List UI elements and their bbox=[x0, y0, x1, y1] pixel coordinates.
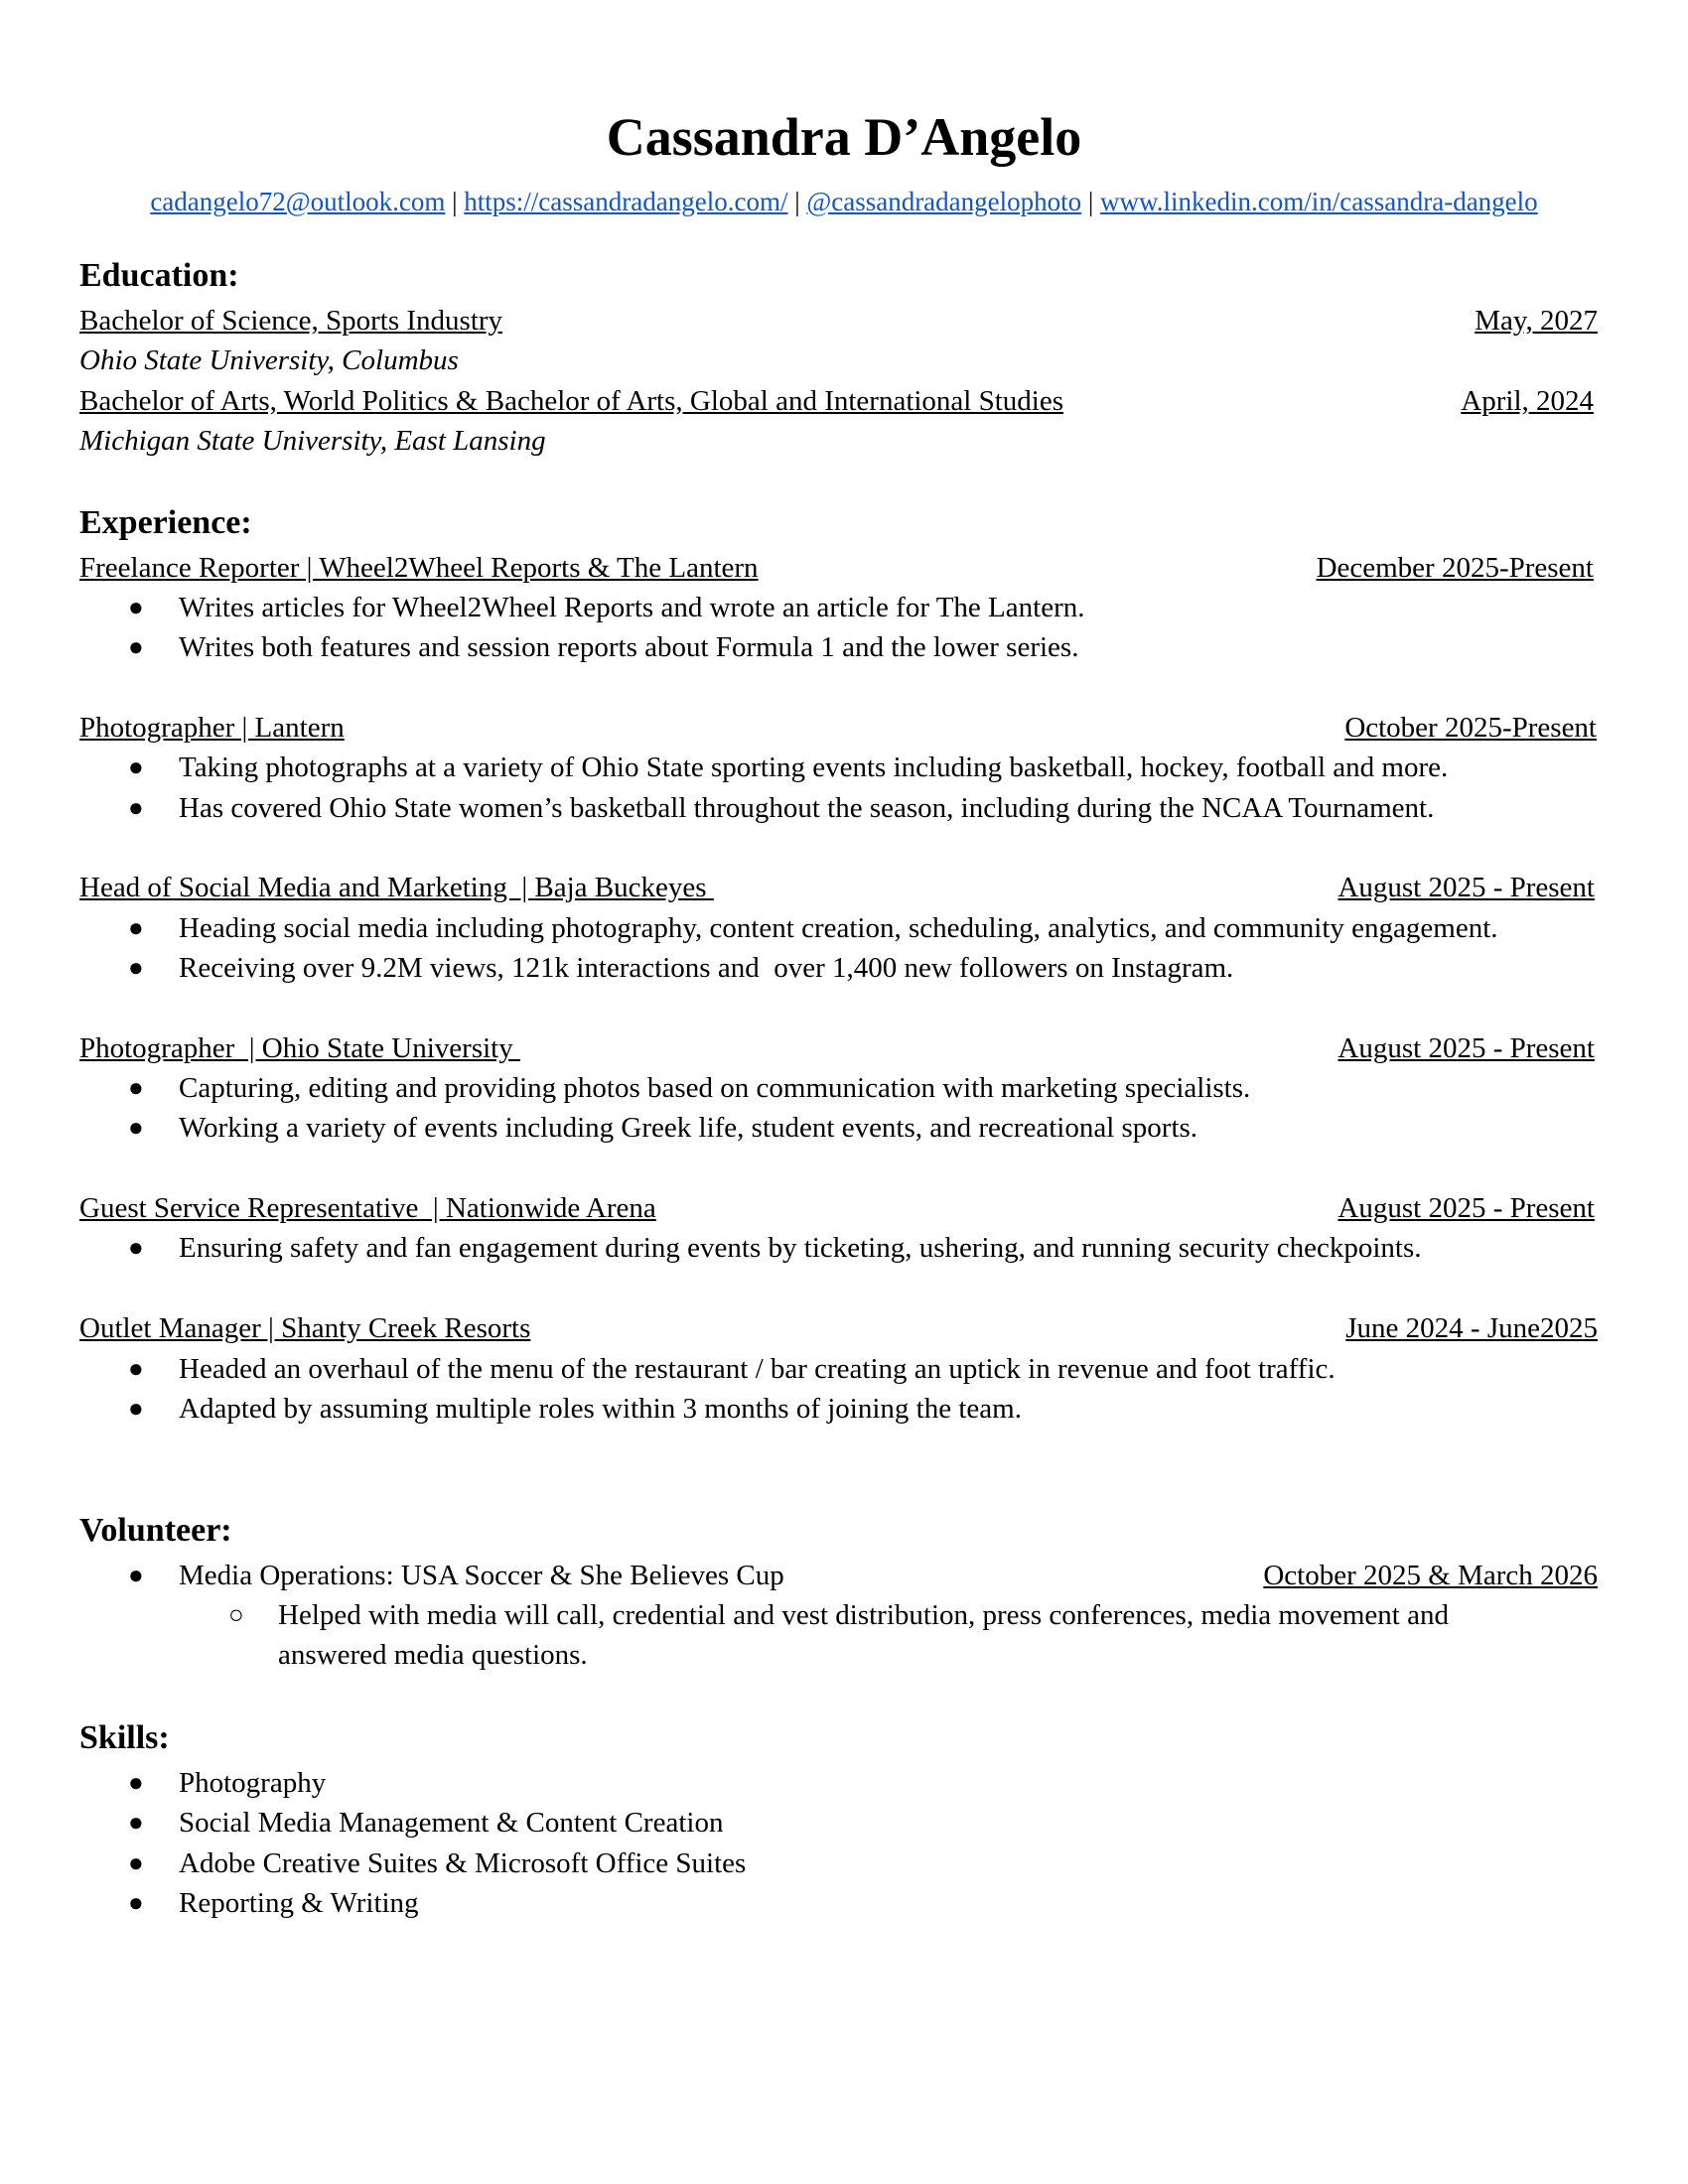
website-link[interactable]: https://cassandradangelo.com/ bbox=[464, 187, 788, 216]
email-link[interactable]: cadangelo72@outlook.com bbox=[150, 187, 446, 216]
separator: | bbox=[1087, 187, 1094, 216]
volunteer-item: Media Operations: USA Soccer & She Believes Cup bbox=[179, 1560, 784, 1591]
bullet-icon: ● bbox=[128, 1073, 144, 1102]
job-bullet: Writes both features and session reports about Formula 1 and the lower series. bbox=[179, 631, 1079, 663]
job-title: Head of Social Media and Marketing | Baja Buckeyes bbox=[79, 872, 714, 903]
bullet-icon: ● bbox=[128, 1768, 144, 1797]
job-bullet: Has covered Ohio State women’s basketball throughout the season, including during the NCAA Tournament. bbox=[179, 792, 1435, 824]
job-title: Photographer | Lantern bbox=[79, 712, 345, 744]
job-title: Guest Service Representative | Nationwide Arena bbox=[79, 1192, 656, 1224]
bullet-icon: ● bbox=[128, 1888, 144, 1917]
bullet-icon: ● bbox=[128, 1233, 144, 1262]
skill-item: Reporting & Writing bbox=[179, 1887, 419, 1919]
education-school: Michigan State University, East Lansing bbox=[79, 425, 546, 457]
bullet-icon: ● bbox=[128, 1354, 144, 1383]
volunteer-date: October 2025 & March 2026 bbox=[1263, 1560, 1598, 1591]
skills-heading: Skills: bbox=[79, 1719, 170, 1756]
volunteer-heading: Volunteer: bbox=[79, 1512, 232, 1549]
job-title: Freelance Reporter | Wheel2Wheel Reports & The Lantern bbox=[79, 552, 759, 584]
separator: | bbox=[452, 187, 458, 216]
bullet-icon: ● bbox=[128, 593, 144, 621]
education-date: May, 2027 bbox=[1475, 305, 1598, 337]
job-title: Outlet Manager | Shanty Creek Resorts bbox=[79, 1312, 531, 1344]
experience-heading: Experience: bbox=[79, 504, 252, 541]
job-date: August 2025 - Present bbox=[1337, 1032, 1595, 1064]
bullet-icon: ● bbox=[128, 1808, 144, 1837]
education-heading: Education: bbox=[79, 257, 239, 294]
job-bullet: Writes articles for Wheel2Wheel Reports and wrote an article for The Lantern. bbox=[179, 592, 1085, 623]
education-date: April, 2024 bbox=[1461, 385, 1594, 417]
job-date: August 2025 - Present bbox=[1337, 872, 1595, 903]
job-date: December 2025-Present bbox=[1316, 552, 1594, 584]
skill-item: Adobe Creative Suites & Microsoft Office Suites bbox=[179, 1847, 747, 1879]
bullet-icon: ● bbox=[128, 913, 144, 942]
job-bullet: Working a variety of events including Greek life, student events, and recreational sports. bbox=[179, 1112, 1198, 1144]
bullet-icon: ● bbox=[128, 752, 144, 781]
contact-line bbox=[0, 185, 1688, 218]
volunteer-detail: Helped with media will call, credential and vest distribution, press conferences, media movement and bbox=[278, 1599, 1449, 1631]
separator: | bbox=[794, 187, 800, 216]
job-bullet: Ensuring safety and fan engagement during events by ticketing, ushering, and running security checkpoints. bbox=[179, 1232, 1422, 1264]
bullet-icon: ● bbox=[128, 1848, 144, 1877]
job-bullet: Capturing, editing and providing photos based on communication with marketing specialists. bbox=[179, 1072, 1251, 1104]
job-date: June 2024 - June2025 bbox=[1345, 1312, 1598, 1344]
bullet-icon: ● bbox=[128, 1394, 144, 1423]
linkedin-link[interactable]: www.linkedin.com/in/cassandra-dangelo bbox=[1100, 187, 1538, 216]
bullet-icon: ● bbox=[128, 1561, 144, 1589]
bullet-icon: ● bbox=[128, 1113, 144, 1142]
job-title: Photographer | Ohio State University bbox=[79, 1032, 520, 1064]
education-degree: Bachelor of Arts, World Politics & Bachelor of Arts, Global and International Studies bbox=[79, 385, 1064, 417]
sub-bullet-icon: ○ bbox=[228, 1600, 244, 1629]
bullet-icon: ● bbox=[128, 632, 144, 661]
education-degree: Bachelor of Science, Sports Industry bbox=[79, 305, 503, 337]
job-bullet: Headed an overhaul of the menu of the restaurant / bar creating an uptick in revenue and foot traffic. bbox=[179, 1353, 1336, 1385]
education-school: Ohio State University, Columbus bbox=[79, 344, 459, 376]
job-bullet: Adapted by assuming multiple roles within 3 months of joining the team. bbox=[179, 1393, 1022, 1425]
job-bullet: Taking photographs at a variety of Ohio State sporting events including basketball, hockey, football and more. bbox=[179, 751, 1449, 783]
volunteer-detail: answered media questions. bbox=[278, 1639, 588, 1671]
skill-item: Social Media Management & Content Creation bbox=[179, 1807, 724, 1839]
job-bullet: Receiving over 9.2M views, 121k interactions and over 1,400 new followers on Instagram. bbox=[179, 952, 1234, 984]
bullet-icon: ● bbox=[128, 953, 144, 982]
skill-item: Photography bbox=[179, 1767, 327, 1799]
instagram-link[interactable]: @cassandradangelophoto bbox=[806, 187, 1082, 216]
candidate-name: Cassandra D’Angelo bbox=[606, 107, 1082, 167]
bullet-icon: ● bbox=[128, 793, 144, 822]
job-bullet: Heading social media including photography, content creation, scheduling, analytics, and community engagement. bbox=[179, 912, 1498, 944]
job-date: August 2025 - Present bbox=[1337, 1192, 1595, 1224]
job-date: October 2025-Present bbox=[1344, 712, 1597, 744]
